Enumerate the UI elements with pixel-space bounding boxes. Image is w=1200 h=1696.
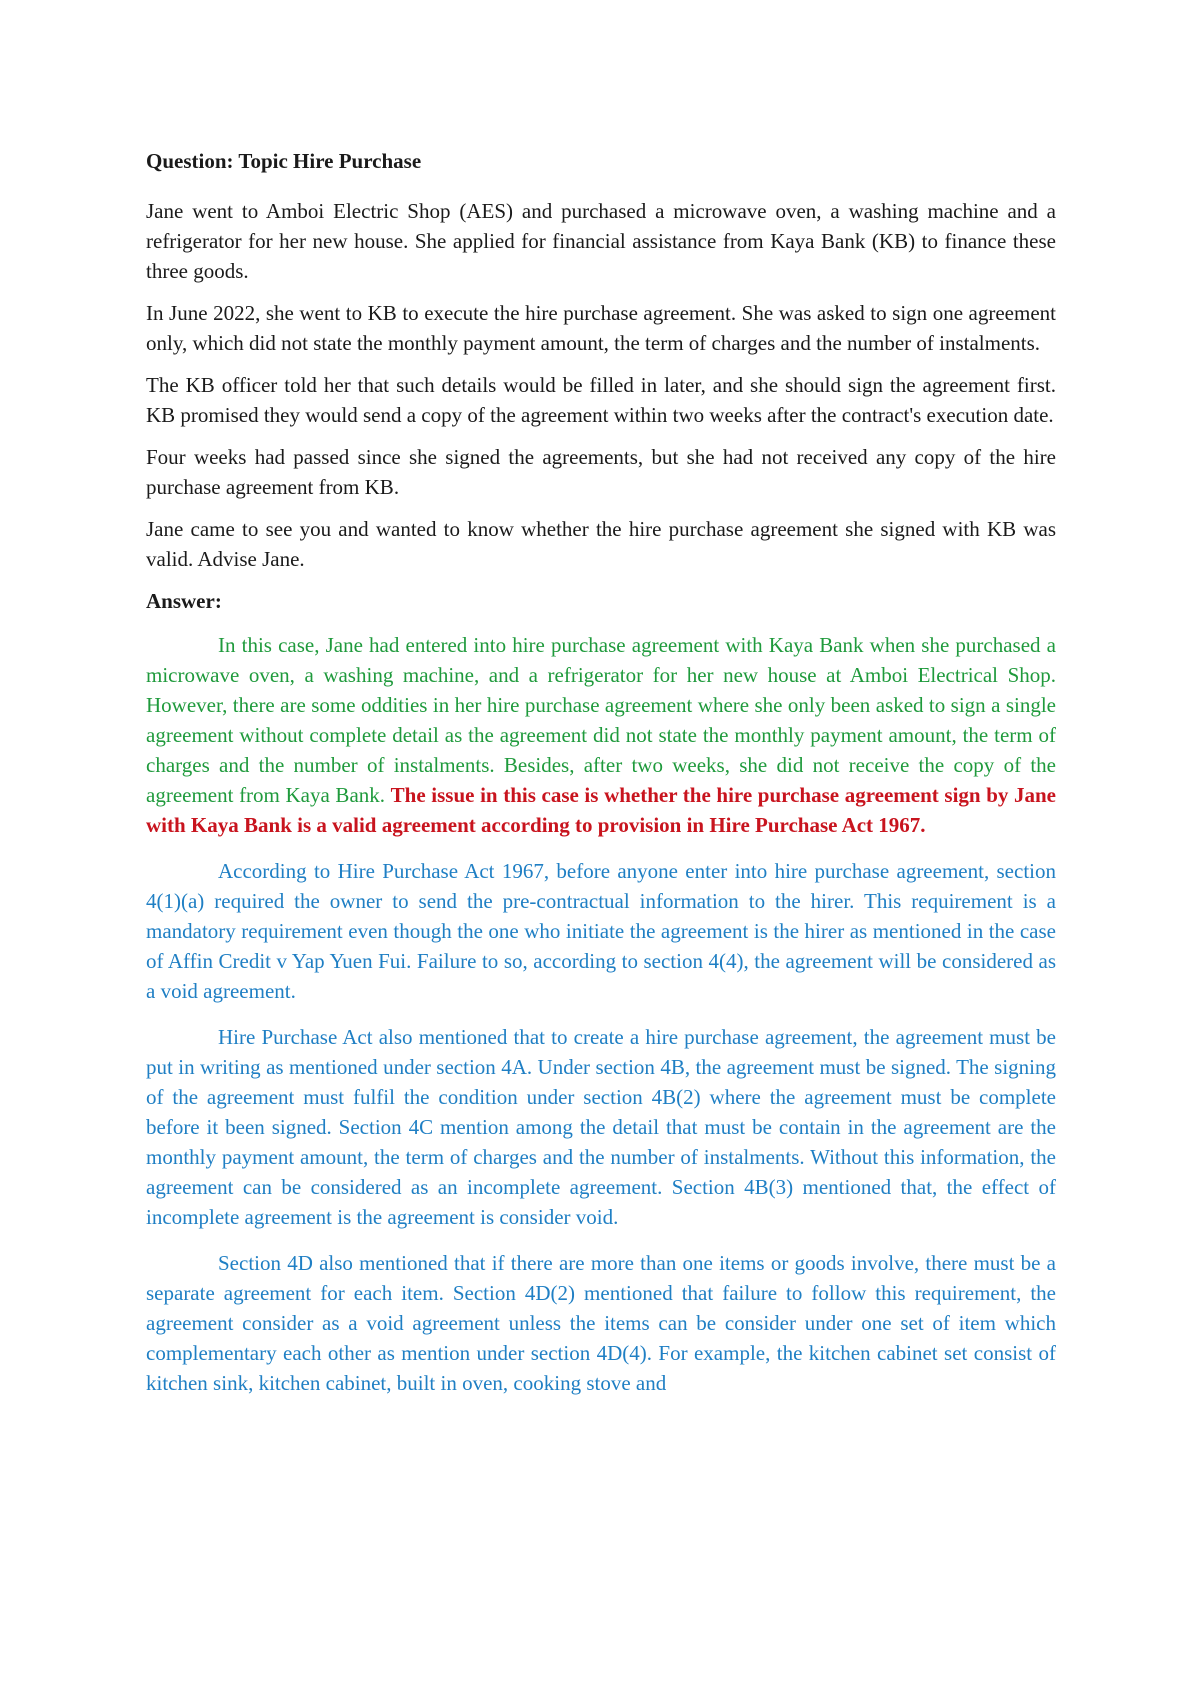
question-paragraph: In June 2022, she went to KB to execute the hire purchase agreement. She was asked to sign one agreement only, which did not state the monthly payment amount, the term of charges and the number of instalments. — [146, 301, 1056, 355]
answer-section — [146, 630, 1056, 1398]
answer-paragraph: According to Hire Purchase Act 1967, before anyone enter into hire purchase agreement, section 4(1)(a) required the owner to send the pre-contractual information to the hirer. This requirement is a mandatory requirement even though the one who initiate the agreement is the hirer as mentioned in the case of Affin Credit v Yap Yuen Fui. Failure to so, according to section 4(4), the agreement will be considered as a void agreement. — [146, 859, 1056, 1003]
question-paragraph: Four weeks had passed since she signed the agreements, but she had not received any copy of the hire purchase agreement from KB. — [146, 445, 1056, 499]
answer-intro-paragraph — [146, 630, 1056, 840]
document-page — [146, 146, 1056, 1414]
question-paragraph: The KB officer told her that such details would be filled in later, and she should sign the agreement first. KB promised they would send a copy of the agreement within two weeks after the contract's execution date. — [146, 373, 1056, 427]
question-section — [146, 196, 1056, 574]
question-heading: Question: Topic Hire Purchase — [146, 149, 422, 173]
issue-statement: The issue in this case is whether the hire purchase agreement sign by Jane with Kaya Bank is a valid agreement according to provision in Hire Purchase Act 1967. — [146, 783, 1057, 837]
answer-paragraph: Section 4D also mentioned that if there are more than one items or goods involve, there must be a separate agreement for each item. Section 4D(2) mentioned that failure to follow this requirement, the agreement consider as a void agreement unless the items can be consider under one set of item which complementary each other as mention under section 4D(4). For example, the kitchen cabinet set consist of kitchen sink, kitchen cabinet, built in oven, cooking stove and — [146, 1251, 1056, 1395]
answer-paragraph: Hire Purchase Act also mentioned that to create a hire purchase agreement, the agreement must be put in writing as mentioned under section 4A. Under section 4B, the agreement must be signed. The signing of the agreement must fulfil the condition under section 4B(2) where the agreement must be complete before it been signed. Section 4C mention among the detail that must be contain in the agreement are the monthly payment amount, the term of charges and the number of instalments. Without this information, the agreement can be considered as an incomplete agreement. Section 4B(3) mentioned that, the effect of incomplete agreement is the agreement is consider void. — [146, 1025, 1056, 1229]
answer-intro-text: In this case, Jane had entered into hire purchase agreement with Kaya Bank when she purchased a microwave oven, a washing machine, and a refrigerator for her new house at Amboi Electrical Shop. However, there are some oddities in her hire purchase agreement where she only been asked to sign a single agreement without complete detail as the agreement did not state the monthly payment amount, the term of charges and the number of instalments. Besides, after two weeks, she did not receive the copy of the agreement from Kaya Bank. — [146, 633, 1056, 807]
question-paragraph: Jane came to see you and wanted to know whether the hire purchase agreement she signed with KB was valid. Advise Jane. — [146, 517, 1056, 571]
answer-heading: Answer: — [146, 589, 222, 613]
question-paragraph: Jane went to Amboi Electric Shop (AES) and purchased a microwave oven, a washing machine and a refrigerator for her new house. She applied for financial assistance from Kaya Bank (KB) to finance these three goods. — [146, 199, 1056, 283]
